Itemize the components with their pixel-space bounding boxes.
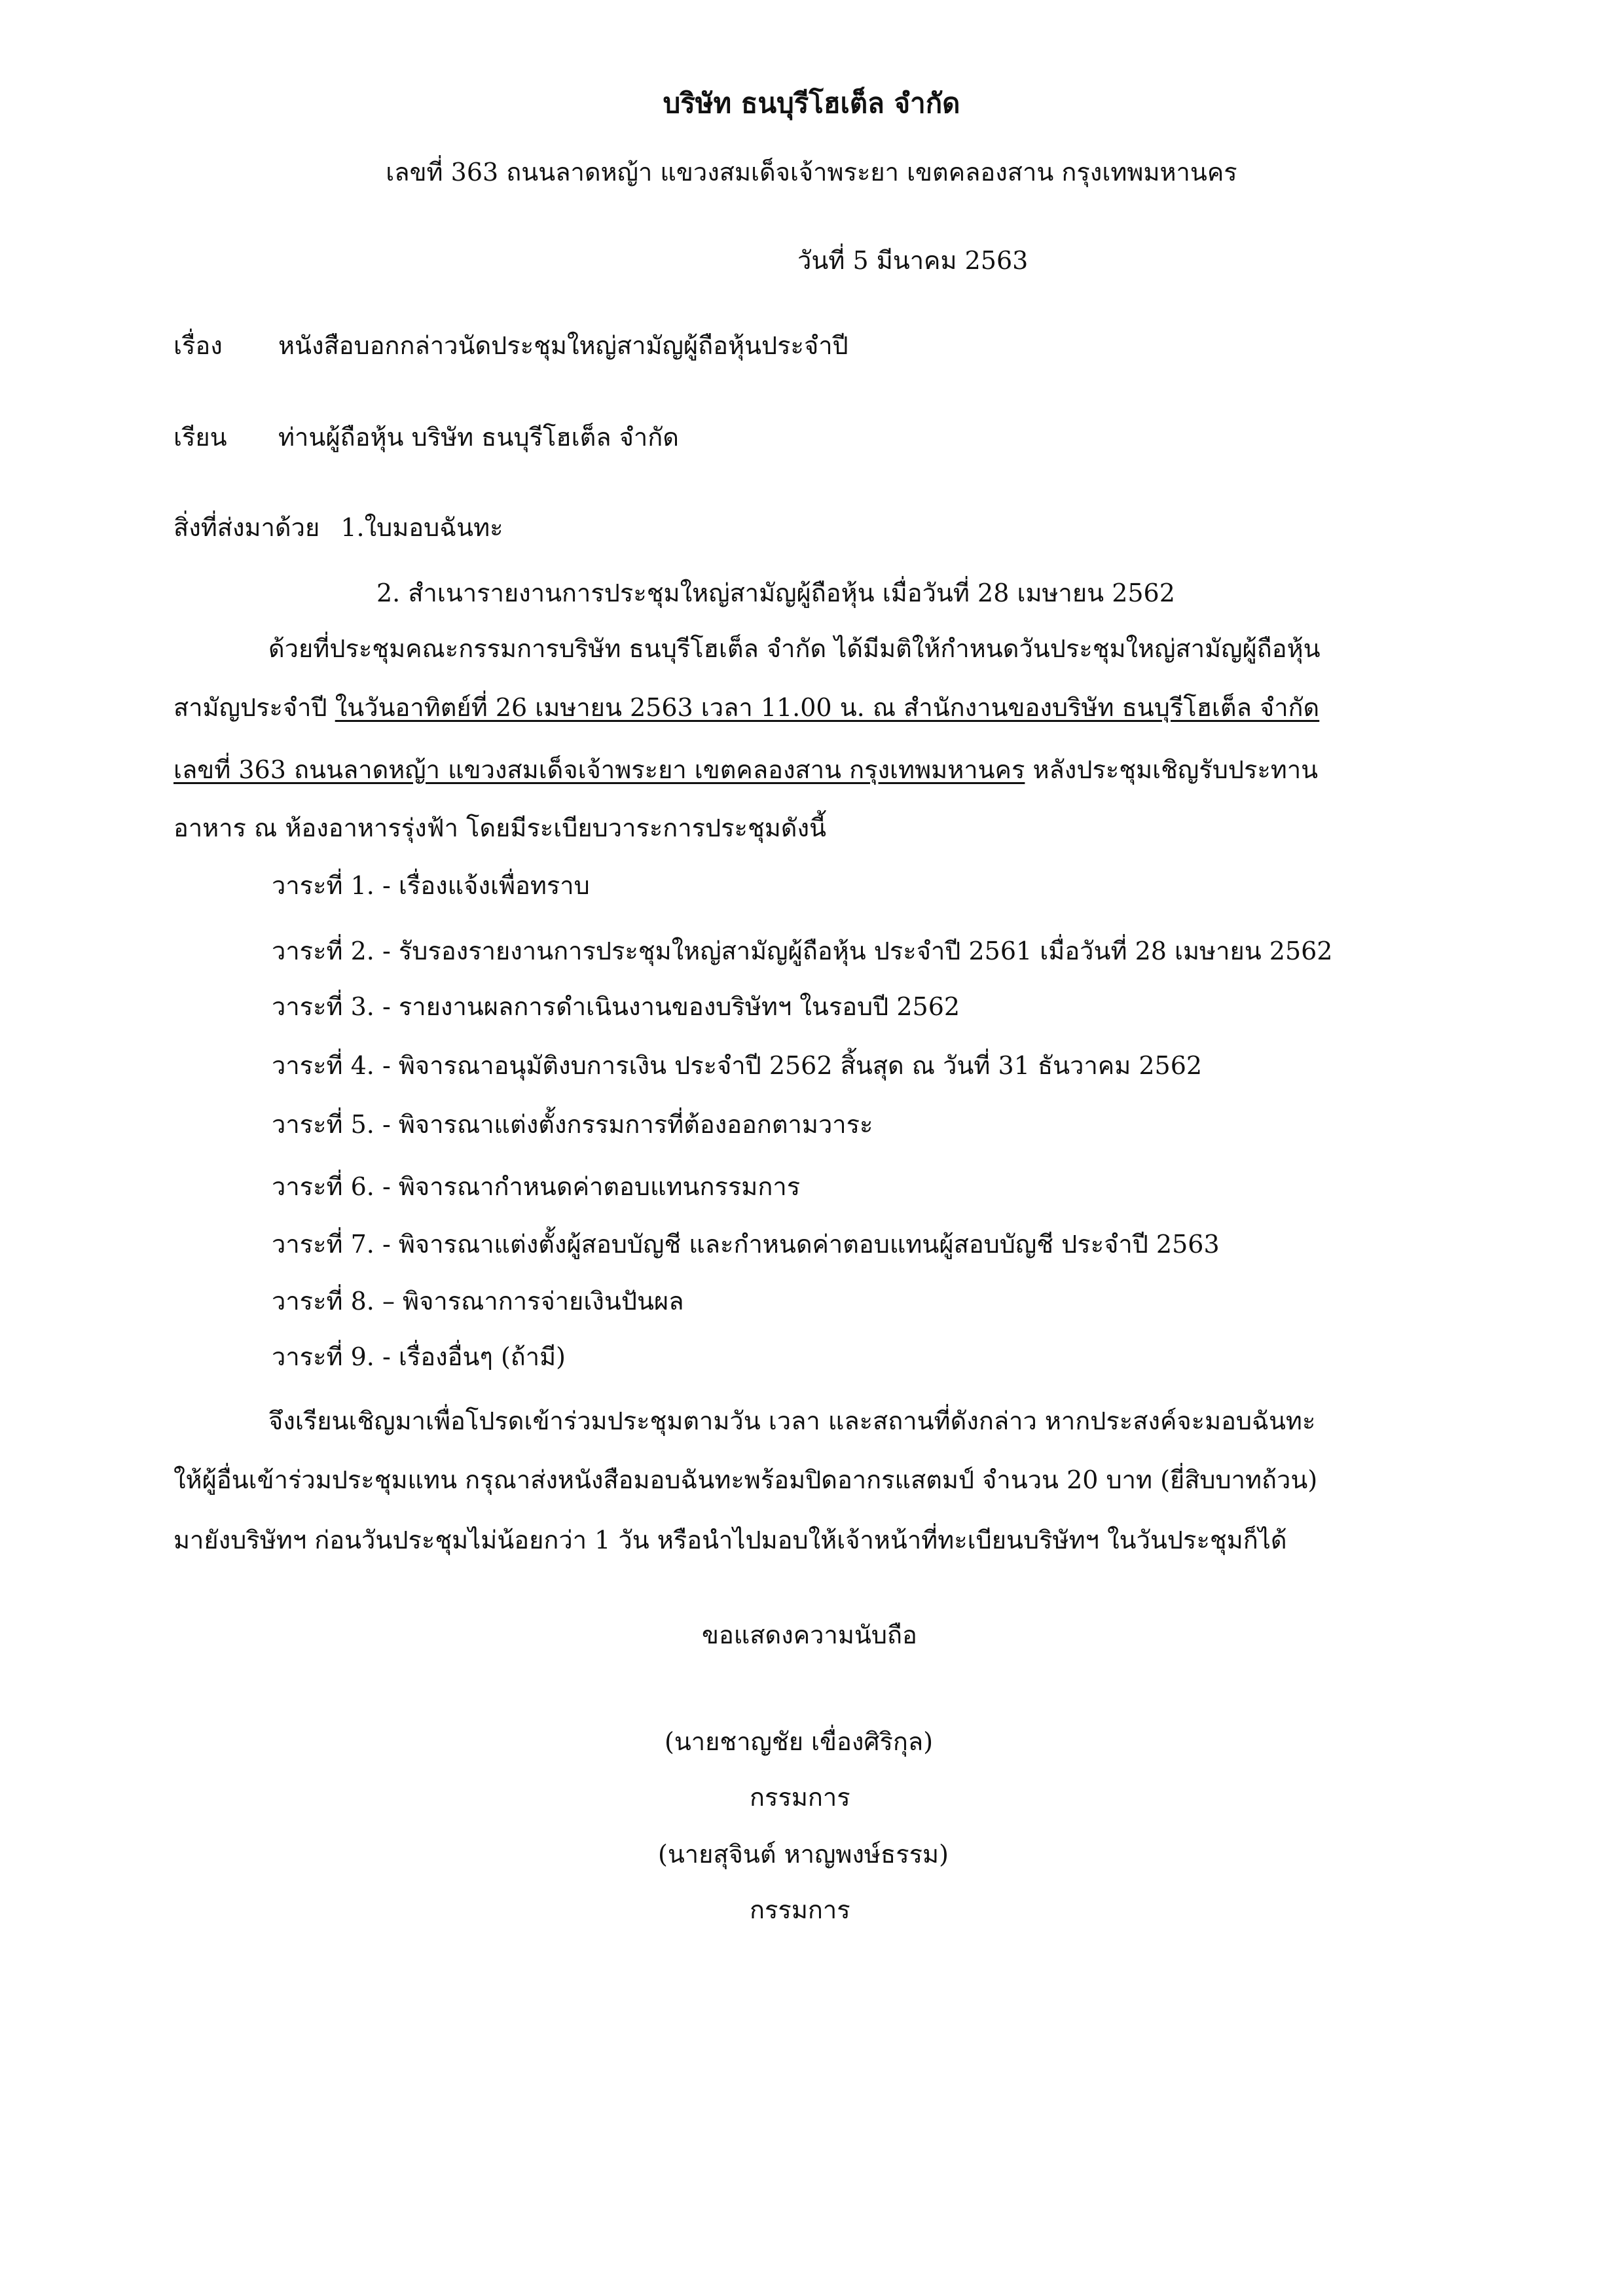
agenda-item: วาระที่ 5. - พิจารณาแต่งตั้งกรรมการที่ต้องออกตามวาระ [272, 1110, 873, 1139]
enclosure-item-2: 2. สำเนารายงานการประชุมใหญ่สามัญผู้ถือหุ้น เมื่อวันที่ 28 เมษายน 2562 [376, 579, 1175, 607]
agenda-item: วาระที่ 6. - พิจารณากำหนดค่าตอบแทนกรรมการ [272, 1172, 801, 1201]
signatory-title: กรรมการ [750, 1783, 850, 1812]
enclosure-line-1 [173, 509, 503, 546]
recipient-line [173, 419, 679, 456]
body-line-3 [173, 751, 1318, 788]
signatory-name: (นายชาญชัย เขื่องศิริกุล) [665, 1727, 934, 1756]
subject-line [173, 327, 848, 364]
body-line-1: ด้วยที่ประชุมคณะกรรมการบริษัท ธนบุรีโฮเต็ล จำกัด ได้มีมติให้กำหนดวันประชุมใหญ่สามัญผู้ถือหุ้น [268, 634, 1321, 663]
body-line-3-suffix: หลังประชุมเชิญรับประทาน [1025, 755, 1319, 784]
signatory-title: กรรมการ [750, 1895, 850, 1924]
agenda-item: วาระที่ 9. - เรื่องอื่นๆ (ถ้ามี) [272, 1342, 566, 1371]
agenda-item: วาระที่ 1. - เรื่องแจ้งเพื่อทราบ [272, 871, 590, 900]
closing-line-2: ให้ผู้อื่นเข้าร่วมประชุมแทน กรุณาส่งหนังสือมอบฉันทะพร้อมปิดอากรแสตมป์ จำนวน 20 บาท (ยี่สิบบาทถ้วน) [173, 1465, 1318, 1494]
enclosure-label: สิ่งที่ส่งมาด้วย [173, 513, 320, 542]
letter-date: วันที่ 5 มีนาคม 2563 [797, 246, 1029, 275]
subject-label: เรื่อง [173, 331, 223, 360]
closing-line-3: มายังบริษัทฯ ก่อนวันประชุมไม่น้อยกว่า 1 วัน หรือนำไปมอบให้เจ้าหน้าที่ทะเบียนบริษัทฯ ในวันประชุมก็ได้ [173, 1526, 1287, 1554]
regards: ขอแสดงความนับถือ [702, 1621, 917, 1649]
agenda-item: วาระที่ 8. – พิจารณาการจ่ายเงินปันผล [272, 1287, 684, 1316]
agenda-item: วาระที่ 3. - รายงานผลการดำเนินงานของบริษัทฯ ในรอบปี 2562 [272, 992, 960, 1021]
agenda-item: วาระที่ 2. - รับรองรายงานการประชุมใหญ่สามัญผู้ถือหุ้น ประจำปี 2561 เมื่อวันที่ 28 เมษายน 2562 [272, 937, 1333, 965]
closing-line-1: จึงเรียนเชิญมาเพื่อโปรดเข้าร่วมประชุมตามวัน เวลา และสถานที่ดังกล่าว หากประสงค์จะมอบฉันทะ [268, 1407, 1316, 1435]
agenda-item: วาระที่ 4. - พิจารณาอนุมัติงบการเงิน ประจำปี 2562 สิ้นสุด ณ วันที่ 31 ธันวาคม 2562 [272, 1051, 1203, 1080]
body-line-2 [173, 689, 1319, 726]
body-line-2-prefix: สามัญประจำปี [173, 693, 335, 722]
agenda-item: วาระที่ 7. - พิจารณาแต่งตั้งผู้สอบบัญชี และกำหนดค่าตอบแทนผู้สอบบัญชี ประจำปี 2563 [272, 1230, 1220, 1259]
recipient-label: เรียน [173, 423, 227, 452]
body-line-4: อาหาร ณ ห้องอาหารรุ่งฟ้า โดยมีระเบียบวาระการประชุมดังนี้ [173, 814, 826, 842]
signatory-name: (นายสุจินต์ หาญพงษ์ธรรม) [658, 1840, 949, 1869]
meeting-datetime-place: ในวันอาทิตย์ที่ 26 เมษายน 2563 เวลา 11.00 น. ณ สำนักงานของบริษัท ธนบุรีโฮเต็ล จำกัด [335, 693, 1320, 722]
subject-text: หนังสือบอกกล่าวนัดประชุมใหญ่สามัญผู้ถือหุ้นประจำปี [278, 331, 848, 360]
company-name: บริษัท ธนบุรีโฮเต็ล จำกัด [663, 87, 960, 119]
meeting-address: เลขที่ 363 ถนนลาดหญ้า แขวงสมเด็จเจ้าพระยา เขตคลองสาน กรุงเทพมหานคร [173, 755, 1025, 784]
enclosure-item-1: 1.ใบมอบฉันทะ [340, 513, 503, 542]
company-address: เลขที่ 363 ถนนลาดหญ้า แขวงสมเด็จเจ้าพระยา เขตคลองสาน กรุงเทพมหานคร [386, 158, 1237, 187]
recipient-text: ท่านผู้ถือหุ้น บริษัท ธนบุรีโฮเต็ล จำกัด [278, 423, 679, 452]
